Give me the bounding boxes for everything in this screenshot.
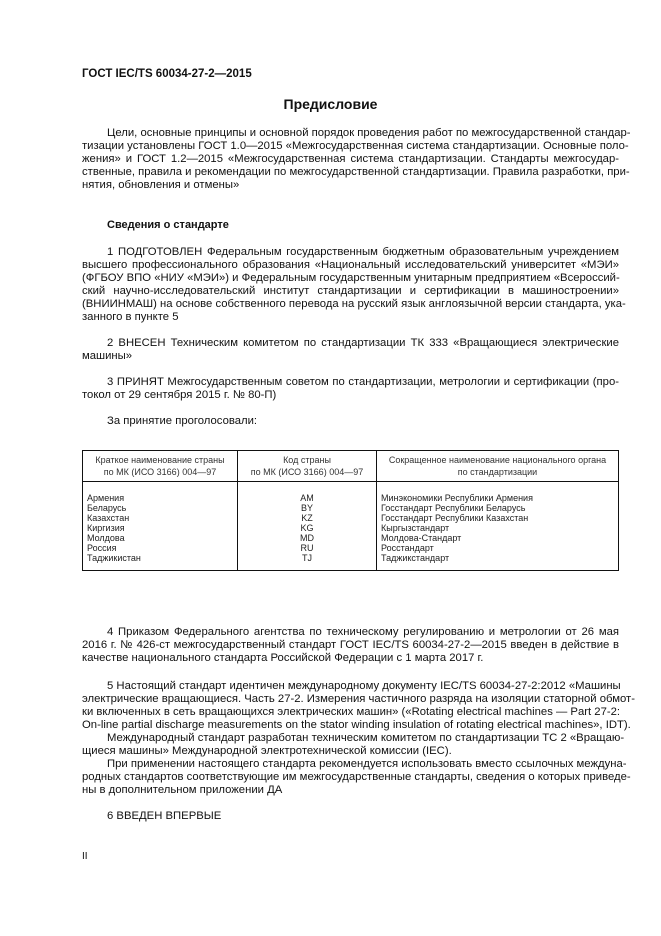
code-cell: MD [238,534,377,544]
code-cell: RU [238,544,377,554]
country-cell: Молдова [83,534,238,544]
text-line: родных стандартов соответствующие им межгосударственные стандарты, сведения о которых приведе- [82,771,631,783]
header-line: Сокращенное наименование национального органа [388,455,607,465]
text-line: On-line partial discharge measurements on the stator winding insulation of rotating electrical machines», IDT). [82,719,631,731]
body-cell: Молдова-Стандарт [377,534,619,544]
item-1-paragraph [82,246,626,324]
item-5-application-paragraph [82,758,631,797]
code-cell: KG [238,524,377,534]
header-line: Код страны [283,455,331,465]
country-cell: Россия [83,544,238,554]
header-line: по МК (ИСО 3166) 004—97 [250,467,364,477]
text-line: щиеся машины» Международной электротехнической комиссии (IEC). [82,745,452,757]
table-row [83,554,619,571]
country-cell: Казахстан [83,514,238,524]
country-cell: Армения [83,482,238,505]
text-line: 2 ВНЕСЕН Техническим комитетом по стандартизации ТК 333 «Вращающиеся электрические [107,337,619,349]
text-line: машины» [82,350,133,362]
table-row [83,544,619,554]
header-line: по МК (ИСО 3166) 004—97 [103,467,217,477]
text-line: токол от 29 сентября 2015 г. № 80-П) [82,389,277,401]
column-header-country [83,451,238,482]
voted-paragraph [82,415,619,428]
text-line: занного в пункте 5 [82,311,179,323]
body-cell: Кыргызстандарт [377,524,619,534]
table-row [83,482,619,505]
country-cell: Киргизия [83,524,238,534]
column-header-body [377,451,619,482]
table-row [83,514,619,524]
text-line: нятия, обновления и отмены» [82,179,240,191]
text-line: 3 ПРИНЯТ Межгосударственным советом по стандартизации, метрологии и сертификации (про- [107,376,619,388]
section-heading: Сведения о стандарте [107,219,229,231]
header-line: Краткое наименование страны [95,455,225,465]
text-line: 5 Настоящий стандарт идентичен международному документу IEC/TS 60034-27-2:2012 «Машины [107,680,621,692]
code-cell: BY [238,504,377,514]
item-3-paragraph [82,376,619,402]
item-4-paragraph [82,626,619,665]
text-line: 2016 г. № 426-ст межгосударственный стандарт ГОСТ IEC/TS 60034-27-2—2015 введен в действие в [82,639,619,651]
text-line: При применении настоящего стандарта рекомендуется использовать вместо ссылочных междуна- [107,758,627,770]
text-line: высшего профессионального образования «Национальный исследовательский университет «МЭИ» [82,259,619,271]
code-cell: AM [238,482,377,505]
table-row [83,534,619,544]
voted-text: За принятие проголосовали: [107,415,258,427]
page-title: Предисловие [283,96,378,112]
text-line: ки включенных в сеть вращающихся электрических машин» («Rotating electrical machines — Part 27-2: [82,706,621,718]
code-cell: TJ [238,554,377,571]
item-5-paragraph [82,680,635,732]
body-cell: Минэкономики Республики Армения [377,482,619,505]
body-cell: Таджикстандарт [377,554,619,571]
text-line: тизации установлены ГОСТ 1.0—2015 «Межгосударственная система стандартизации. Основные поло- [82,140,629,152]
intro-paragraph [82,127,631,192]
voting-countries-table [82,450,619,571]
text-line: Международный стандарт разработан техническим комитетом по стандартизации ТС 2 «Вращаю- [107,732,625,744]
table-header-row [83,451,619,482]
text-line: ский научно-исследовательский институт стандартизации и сертификации в машиностроении» [82,285,619,297]
text-line: ны в дополнительном приложении ДА [82,784,283,796]
document-header: ГОСТ IEC/TS 60034-27-2—2015 [82,68,252,80]
table-row [83,524,619,534]
text-line: жения» и ГОСТ 1.2—2015 «Межгосударственная система стандартизации. Стандарты межгосудар- [82,153,619,165]
body-cell: Росстандарт [377,544,619,554]
item-6-text: 6 ВВЕДЕН ВПЕРВЫЕ [107,810,222,822]
text-line: ственные, правила и рекомендации по межгосударственной стандартизации. Правила разработки, при- [82,166,630,178]
text-line: 4 Приказом Федерального агентства по техническому регулированию и метрологии от 26 мая [107,626,619,638]
header-line: по стандартизации [457,467,538,477]
body-cell: Госстандарт Республики Беларусь [377,504,619,514]
table-row [83,504,619,514]
country-cell: Таджикистан [83,554,238,571]
text-line: Цели, основные принципы и основной порядок проведения работ по межгосударственной стандар- [107,127,631,139]
text-line: (ФГБОУ ВПО «НИУ «МЭИ») и Федеральным государственным унитарным предприятием «Всероссий- [82,272,620,284]
text-line: качестве национального стандарта Российской Федерации с 1 марта 2017 г. [82,652,484,664]
text-line: электрические вращающиеся. Часть 27-2. Измерения частичного разряда на изоляции статорной обмот- [82,693,635,705]
country-cell: Беларусь [83,504,238,514]
text-line: (ВНИИНМАШ) на основе собственного перевода на русский язык англоязычной версии стандарта, ука- [82,298,626,310]
text-line: 1 ПОДГОТОВЛЕН Федеральным государственным бюджетным образовательным учреждением [107,246,619,258]
item-2-paragraph [82,337,619,363]
item-6-paragraph [82,810,619,823]
item-5-committee-paragraph [82,732,625,758]
code-cell: KZ [238,514,377,524]
body-cell: Госстандарт Республики Казахстан [377,514,619,524]
page-number: II [82,851,88,862]
column-header-code [238,451,377,482]
